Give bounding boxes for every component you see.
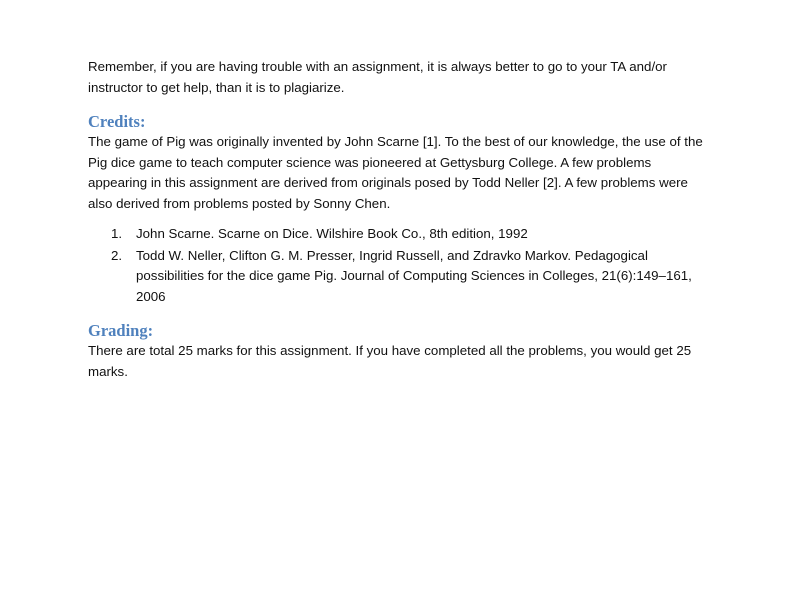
- grading-heading: Grading:: [88, 321, 154, 340]
- reference-number: 2.: [111, 247, 123, 263]
- intro-paragraph: Remember, if you are having trouble with an assignment, it is always better to go to your TA and/or instructor to get help, than it is to plagiarize.: [88, 59, 667, 95]
- document-page: [88, 57, 714, 382]
- reference-text: John Scarne. Scarne on Dice. Wilshire Book Co., 8th edition, 1992: [136, 226, 528, 241]
- reference-text: Todd W. Neller, Clifton G. M. Presser, Ingrid Russell, and Zdravko Markov. Pedagogical possibilities for the dice game Pig. Journal of Computing Sciences in Colleges, 21(6):149–161, 2006: [136, 247, 692, 304]
- reference-item: [88, 246, 714, 308]
- grading-paragraph: There are total 25 marks for this assignment. If you have completed all the problems, you would get 25 marks.: [88, 343, 692, 379]
- reference-number: 1.: [111, 226, 123, 241]
- reference-item: [88, 224, 714, 245]
- credits-heading: Credits:: [88, 112, 146, 131]
- credits-paragraph: The game of Pig was originally invented by John Scarne [1]. To the best of our knowledge, the use of the Pig dice game to teach computer science was pioneered at Gettysburg College. A few problems appearing in this assignment are derived from originals posed by Todd Neller [2]. A few problems were also derived from problems posted by Sonny Chen.: [88, 134, 703, 211]
- references-list: [88, 224, 714, 307]
